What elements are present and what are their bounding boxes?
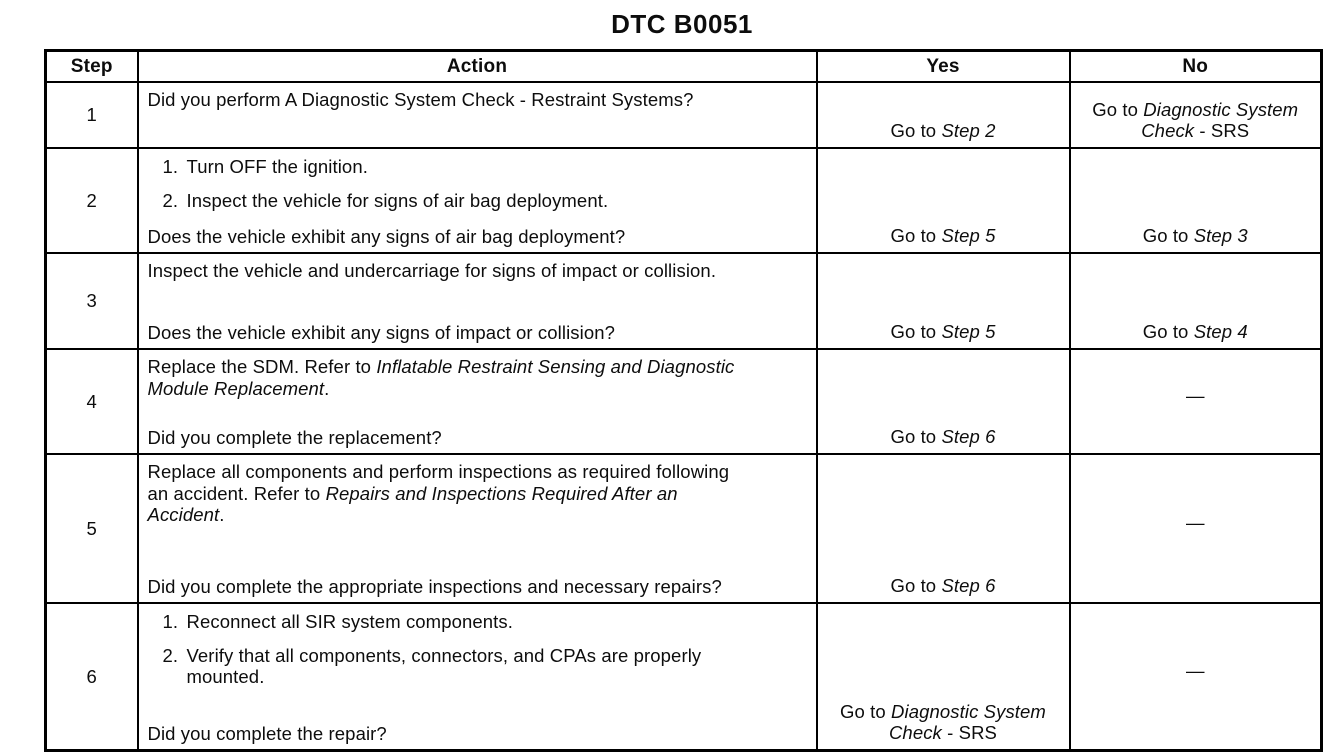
step-number: 1 <box>46 82 138 148</box>
action-question: Did you complete the replacement? <box>147 427 442 449</box>
action-cell <box>138 148 817 253</box>
action-paragraph: Did you perform A Diagnostic System Check - Restraint Systems? <box>147 89 694 110</box>
action-cell <box>138 603 817 751</box>
action-cell <box>138 253 817 349</box>
yes-cell: Go to Diagnostic System Check - SRS <box>817 603 1070 751</box>
no-cell: Go to Step 4 <box>1070 253 1322 349</box>
yes-cell: Go to Step 5 <box>817 253 1070 349</box>
no-cell: Go to Step 3 <box>1070 148 1322 253</box>
table-row <box>46 454 1322 603</box>
step-number: 2 <box>46 148 138 253</box>
list-number: 1. <box>162 156 179 177</box>
yes-cell: Go to Step 6 <box>817 454 1070 603</box>
no-cell: Go to Diagnostic System Check - SRS <box>1070 82 1322 148</box>
action-question: Does the vehicle exhibit any signs of impact or collision? <box>147 322 616 344</box>
action-list-item: 1. Reconnect all SIR system components. <box>162 611 513 632</box>
no-cell: — <box>1070 349 1322 454</box>
action-question: Did you complete the repair? <box>147 723 387 745</box>
no-cell: — <box>1070 603 1322 751</box>
action-list-item: 1. Turn OFF the ignition. <box>162 156 368 177</box>
table-row <box>46 349 1322 454</box>
step-number: 6 <box>46 603 138 751</box>
table-row <box>46 82 1322 148</box>
action-paragraph: Replace all components and perform inspections as required following an accident. Refer to Repairs and Inspections Required After an Accident. <box>147 461 730 526</box>
table-row <box>46 253 1322 349</box>
action-cell <box>138 349 817 454</box>
action-question: Does the vehicle exhibit any signs of air bag deployment? <box>147 226 626 248</box>
col-header-action: Action <box>138 51 817 83</box>
yes-cell: Go to Step 6 <box>817 349 1070 454</box>
action-cell <box>138 454 817 603</box>
action-paragraph: Inspect the vehicle and undercarriage for signs of impact or collision. <box>147 260 717 281</box>
action-list-item: 2. Verify that all components, connectors, and CPAs are properly mounted. <box>162 644 702 688</box>
no-cell: — <box>1070 454 1322 603</box>
step-number: 4 <box>46 349 138 454</box>
page-title: DTC B0051 <box>611 9 753 39</box>
table-row <box>46 603 1322 751</box>
table-row <box>46 148 1322 253</box>
action-list-item: 2. Inspect the vehicle for signs of air bag deployment. <box>162 189 609 211</box>
list-number: 2. <box>162 189 179 211</box>
step-number: 5 <box>46 454 138 603</box>
dtc-table <box>44 49 1323 752</box>
yes-cell: Go to Step 5 <box>817 148 1070 253</box>
col-header-step: Step <box>46 51 138 83</box>
action-paragraph: Replace the SDM. Refer to Inflatable Restraint Sensing and Diagnostic Module Replacement. <box>147 356 735 399</box>
table-body <box>46 82 1322 751</box>
list-number: 1. <box>162 611 179 632</box>
col-header-yes: Yes <box>817 51 1070 83</box>
step-number: 3 <box>46 253 138 349</box>
action-question: Did you complete the appropriate inspections and necessary repairs? <box>147 576 722 598</box>
header-row <box>46 51 1322 83</box>
action-cell <box>138 82 817 148</box>
list-number: 2. <box>162 644 179 666</box>
yes-cell: Go to Step 2 <box>817 82 1070 148</box>
col-header-no: No <box>1070 51 1322 83</box>
